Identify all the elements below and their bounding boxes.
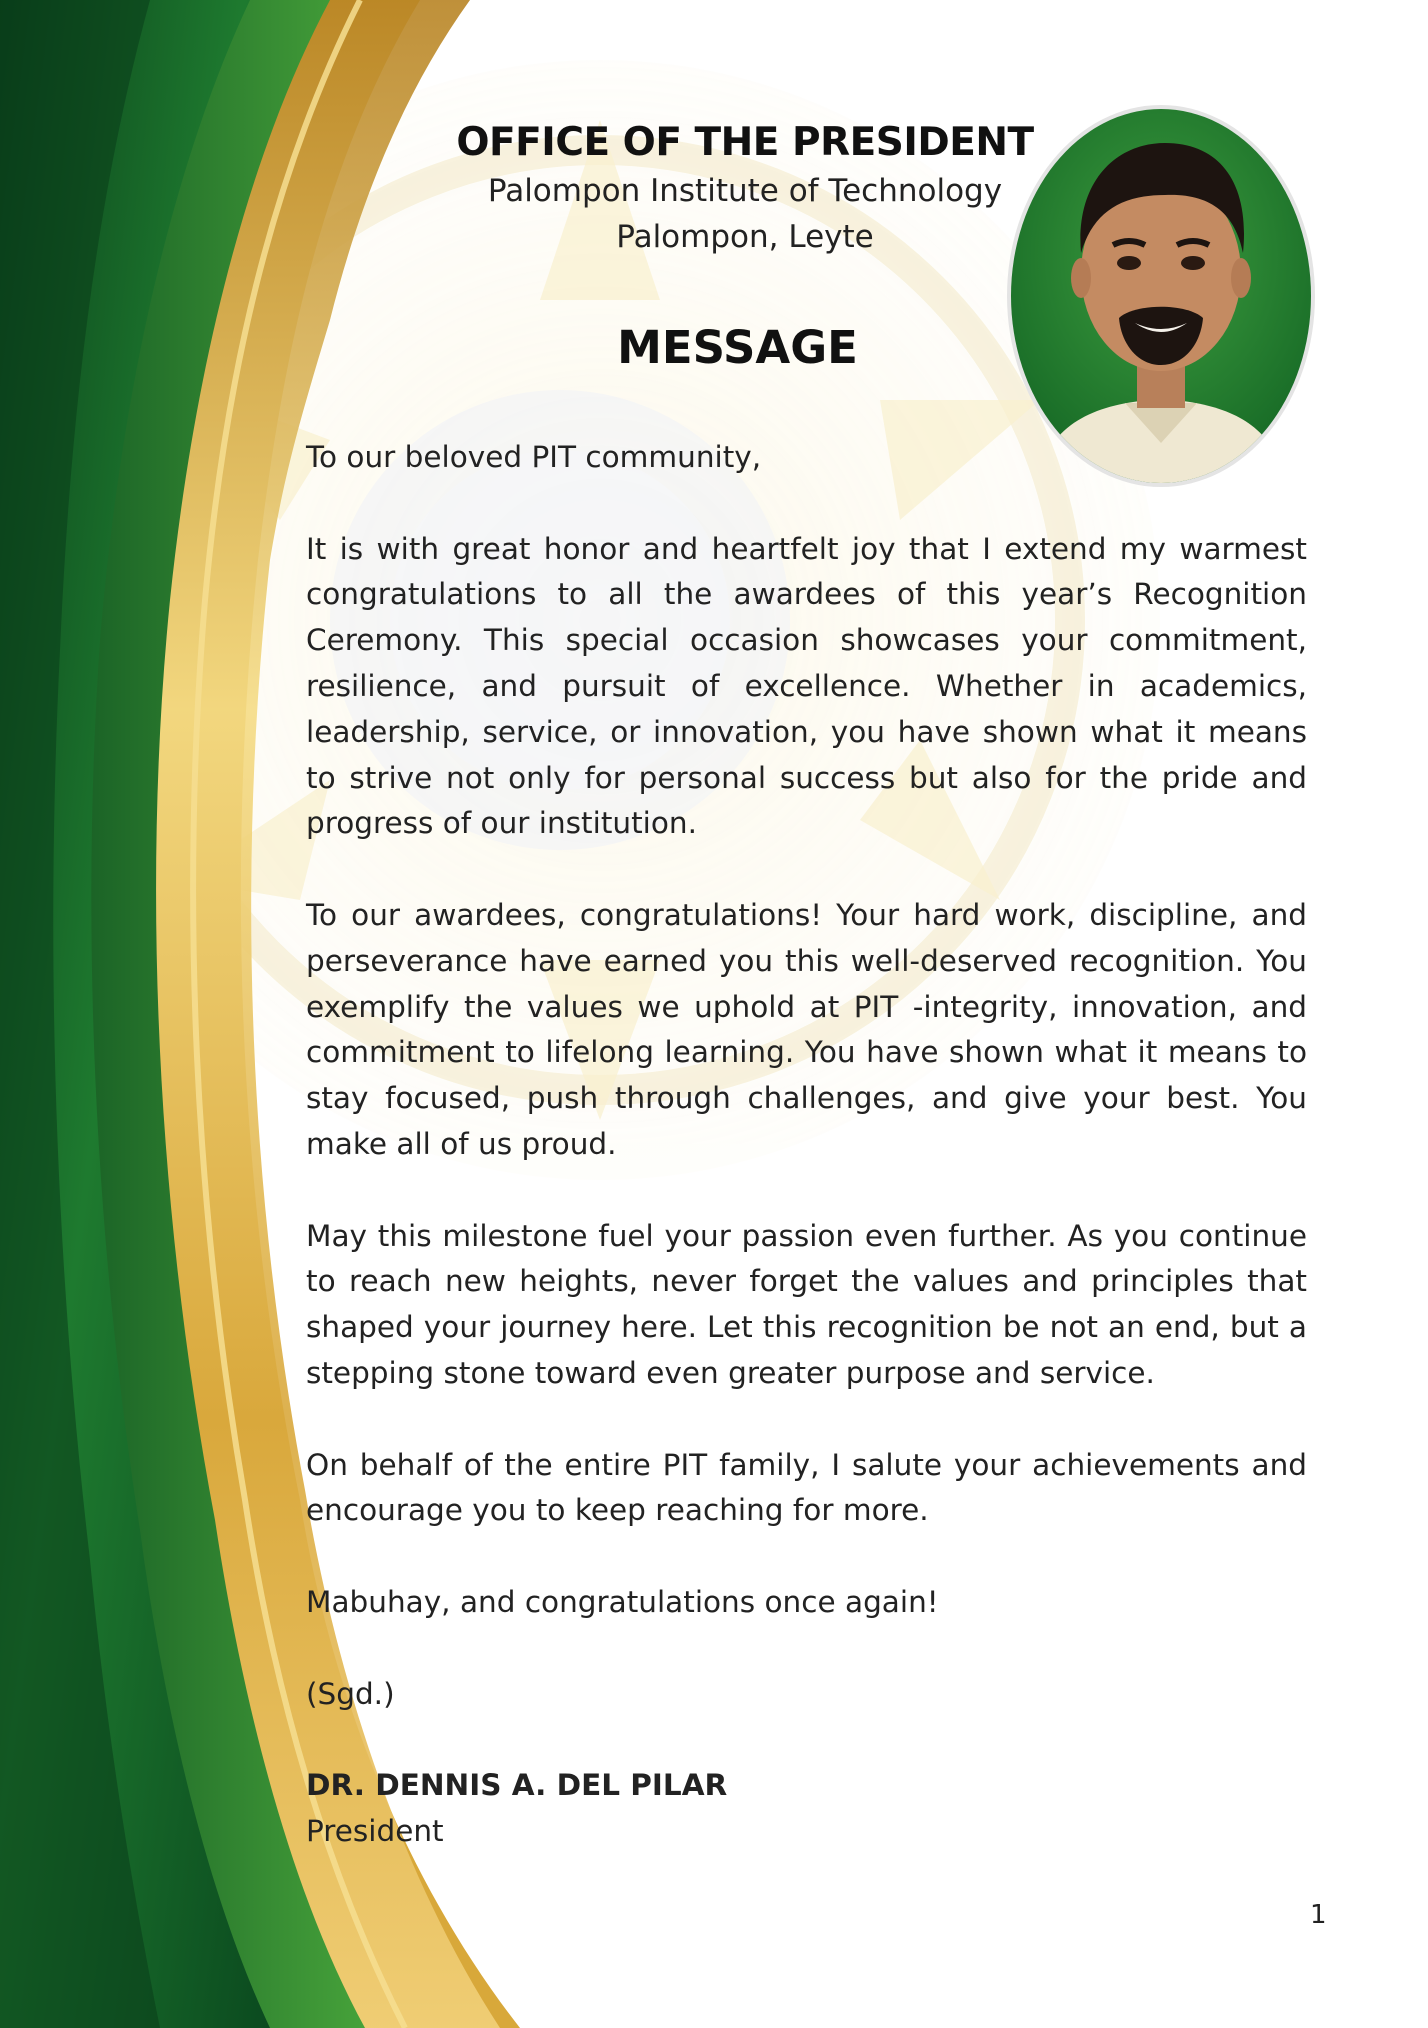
institution-name: Palompon Institute of Technology: [487, 173, 1003, 209]
salutation: To our beloved PIT community,: [306, 440, 762, 474]
institution-location: Palompon, Leyte: [616, 219, 874, 255]
paragraph: It is with great honor and heartfelt joy that I extend my warmest congratulations to all the awardees of this year’s Recognition Ceremony. This special occasion showcases your commitment, resilience, and pursuit of excellence. Whether in academics, leadership, service, or innovation, you have shown what it means to strive not only for personal success but also for the pride and progress of our institution.: [306, 531, 1307, 841]
signatory-name: DR. DENNIS A. DEL PILAR: [306, 1768, 728, 1803]
president-portrait-icon: [1005, 103, 1317, 490]
paragraph: To our awardees, congratulations! Your hard work, discipline, and perseverance have earned you this well-deserved recognition. You exemplify the values we uphold at PIT -integrity, innovation, and commitment to lifelong learning. You have shown what it means to stay focused, push through challenges, and give your best. You make all of us proud.: [306, 897, 1307, 1161]
closing-line: Mabuhay, and congratulations once again!: [306, 1584, 939, 1619]
signed-mark: (Sgd.): [306, 1676, 395, 1711]
paragraph: May this milestone fuel your passion even further. As you continue to reach new heights, never forget the values and principles that shaped your journey here. Let this recognition be not an end, but a stepping stone toward even greater purpose and service.: [306, 1218, 1307, 1390]
letter-body: [306, 435, 1307, 1855]
signatory-title: President: [306, 1813, 444, 1848]
paragraph: On behalf of the entire PIT family, I salute your achievements and encourage you to keep reaching for more.: [306, 1447, 1307, 1528]
office-title: OFFICE OF THE PRESIDENT: [456, 120, 1034, 165]
letterhead: [450, 118, 1040, 260]
page-number: 1: [1310, 1900, 1327, 1930]
message-title: MESSAGE: [617, 321, 858, 374]
